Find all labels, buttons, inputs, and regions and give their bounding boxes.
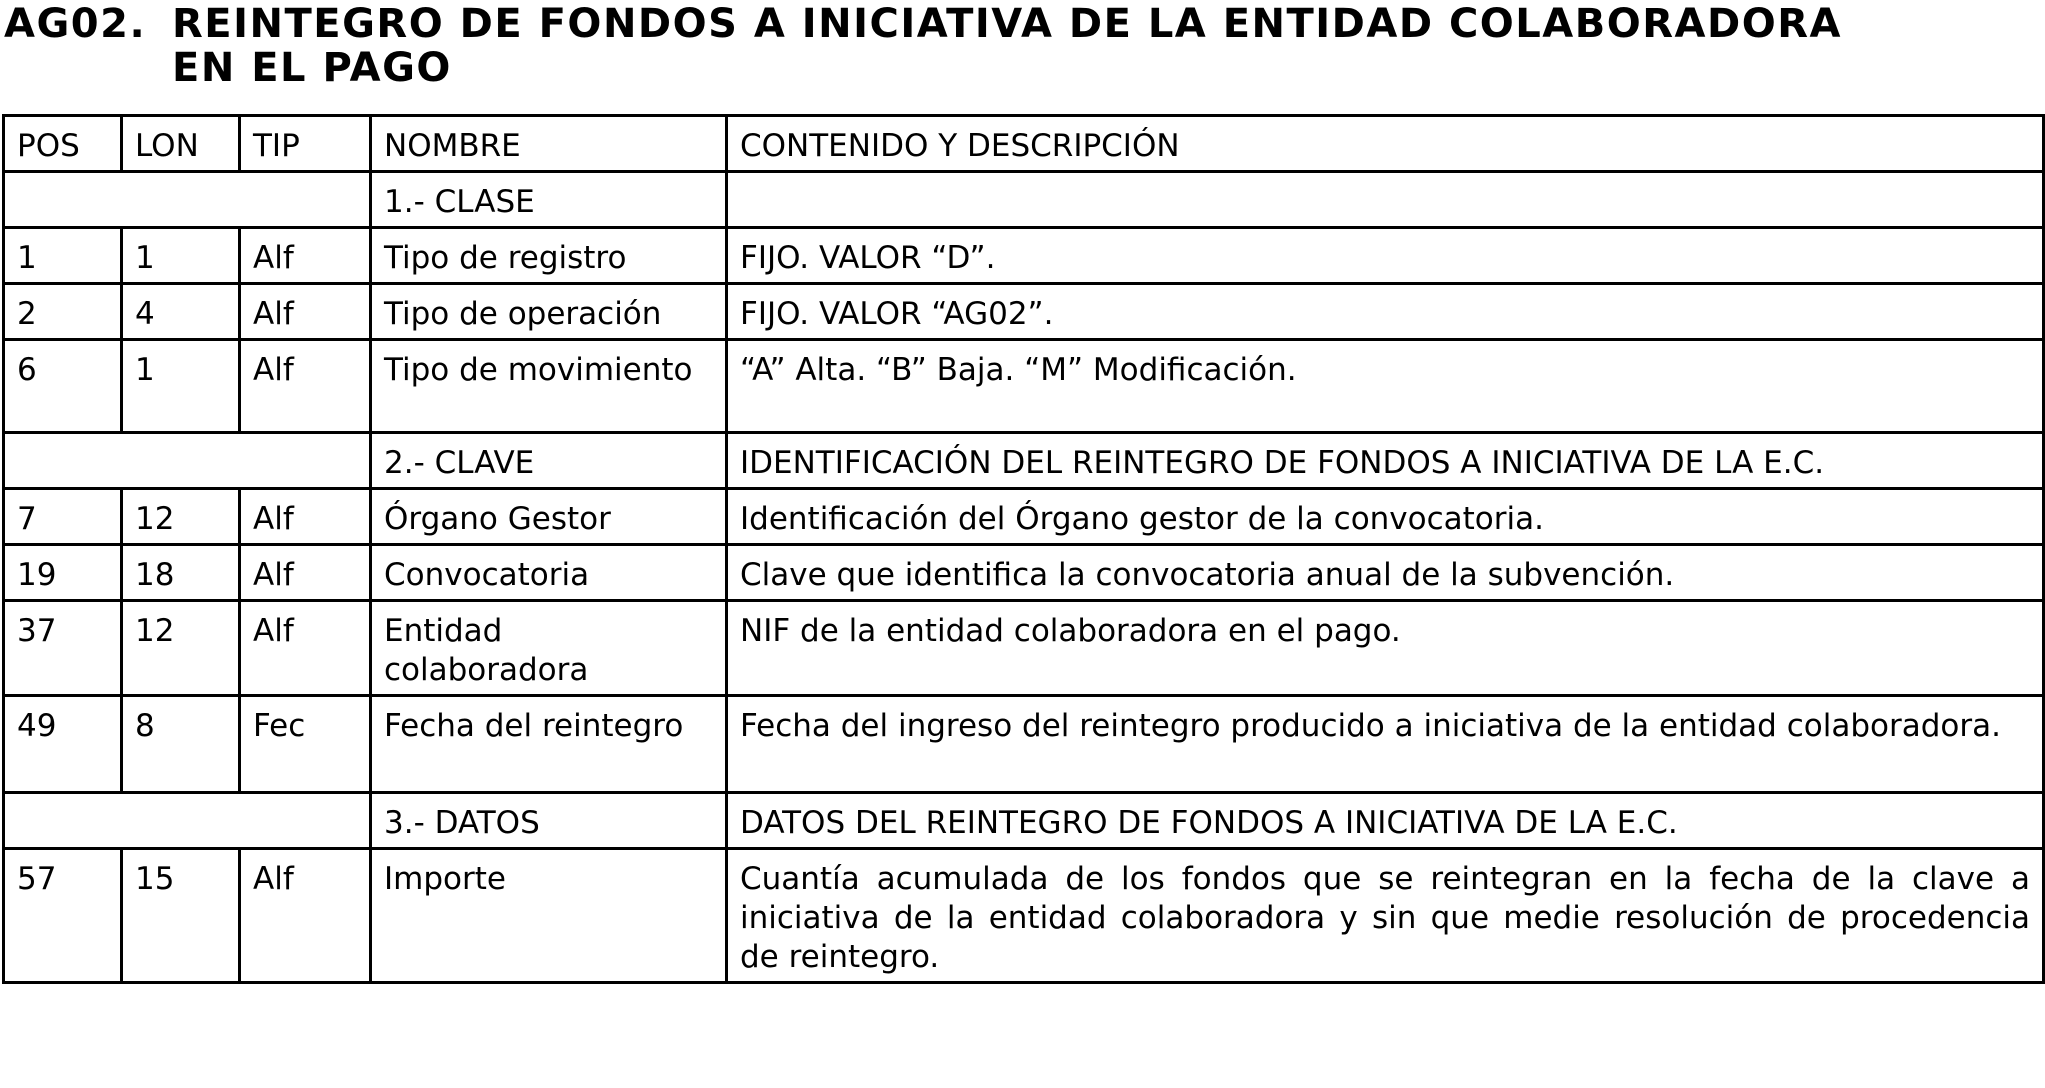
header-pos: POS bbox=[4, 116, 122, 172]
cell-lon: 1 bbox=[122, 340, 240, 433]
section-description: DATOS DEL REINTEGRO DE FONDOS A INICIATIVA DE LA E.C. bbox=[727, 793, 2044, 849]
cell-nombre: Importe bbox=[371, 849, 727, 983]
record-layout-table bbox=[2, 114, 2045, 984]
cell-pos: 19 bbox=[4, 545, 122, 601]
cell-contenido: Cuantía acumulada de los fondos que se reintegran en la fecha de la clave a iniciativa de la entidad colaboradora y sin que medie resolución de procedencia de reintegro. bbox=[727, 849, 2044, 983]
header-nombre: NOMBRE bbox=[371, 116, 727, 172]
section-description: IDENTIFICACIÓN DEL REINTEGRO DE FONDOS A INICIATIVA DE LA E.C. bbox=[727, 433, 2044, 489]
cell-nombre: Tipo de registro bbox=[371, 228, 727, 284]
cell-tip: Alf bbox=[240, 849, 371, 983]
table-row bbox=[4, 696, 2044, 793]
section-name: 1.- CLASE bbox=[371, 172, 727, 228]
cell-tip: Alf bbox=[240, 489, 371, 545]
cell-lon: 12 bbox=[122, 489, 240, 545]
cell-pos: 57 bbox=[4, 849, 122, 983]
cell-tip: Fec bbox=[240, 696, 371, 793]
title-line-2: EN EL PAGO bbox=[172, 45, 452, 91]
title-line-1: REINTEGRO DE FONDOS A INICIATIVA DE LA ENTIDAD COLABORADORA bbox=[172, 1, 1842, 47]
cell-lon: 1 bbox=[122, 228, 240, 284]
cell-contenido: FIJO. VALOR “D”. bbox=[727, 228, 2044, 284]
section-row bbox=[4, 172, 2044, 228]
cell-contenido: FIJO. VALOR “AG02”. bbox=[727, 284, 2044, 340]
cell-nombre: Fecha del reintegro bbox=[371, 696, 727, 793]
cell-contenido: Clave que identifica la convocatoria anual de la subvención. bbox=[727, 545, 2044, 601]
section-row bbox=[4, 433, 2044, 489]
cell-tip: Alf bbox=[240, 340, 371, 433]
table-row bbox=[4, 284, 2044, 340]
section-name: 3.- DATOS bbox=[371, 793, 727, 849]
cell-tip: Alf bbox=[240, 545, 371, 601]
cell-nombre: Entidad colaboradora bbox=[371, 601, 727, 696]
section-spacer bbox=[4, 433, 371, 489]
cell-pos: 6 bbox=[4, 340, 122, 433]
table-row bbox=[4, 489, 2044, 545]
cell-pos: 49 bbox=[4, 696, 122, 793]
header-contenido: CONTENIDO Y DESCRIPCIÓN bbox=[727, 116, 2044, 172]
cell-lon: 8 bbox=[122, 696, 240, 793]
cell-nombre: Órgano Gestor bbox=[371, 489, 727, 545]
table-row bbox=[4, 849, 2044, 983]
table-row bbox=[4, 601, 2044, 696]
cell-tip: Alf bbox=[240, 284, 371, 340]
cell-lon: 15 bbox=[122, 849, 240, 983]
section-description bbox=[727, 172, 2044, 228]
cell-pos: 37 bbox=[4, 601, 122, 696]
cell-tip: Alf bbox=[240, 228, 371, 284]
cell-contenido: Fecha del ingreso del reintegro producido a iniciativa de la entidad colaboradora. bbox=[727, 696, 2044, 793]
cell-pos: 7 bbox=[4, 489, 122, 545]
header-row bbox=[4, 116, 2044, 172]
cell-pos: 1 bbox=[4, 228, 122, 284]
record-code: AG02. bbox=[4, 1, 147, 47]
cell-lon: 12 bbox=[122, 601, 240, 696]
header-lon: LON bbox=[122, 116, 240, 172]
cell-contenido: NIF de la entidad colaboradora en el pago. bbox=[727, 601, 2044, 696]
cell-nombre: Convocatoria bbox=[371, 545, 727, 601]
cell-lon: 4 bbox=[122, 284, 240, 340]
cell-lon: 18 bbox=[122, 545, 240, 601]
cell-pos: 2 bbox=[4, 284, 122, 340]
cell-nombre: Tipo de movimiento bbox=[371, 340, 727, 433]
section-spacer bbox=[4, 172, 371, 228]
section-spacer bbox=[4, 793, 371, 849]
section-row bbox=[4, 793, 2044, 849]
table-row bbox=[4, 228, 2044, 284]
cell-tip: Alf bbox=[240, 601, 371, 696]
header-tip: TIP bbox=[240, 116, 371, 172]
cell-nombre: Tipo de operación bbox=[371, 284, 727, 340]
cell-contenido: “A” Alta. “B” Baja. “M” Modificación. bbox=[727, 340, 2044, 433]
table-row bbox=[4, 545, 2044, 601]
cell-contenido: Identificación del Órgano gestor de la convocatoria. bbox=[727, 489, 2044, 545]
table-row bbox=[4, 340, 2044, 433]
section-name: 2.- CLAVE bbox=[371, 433, 727, 489]
